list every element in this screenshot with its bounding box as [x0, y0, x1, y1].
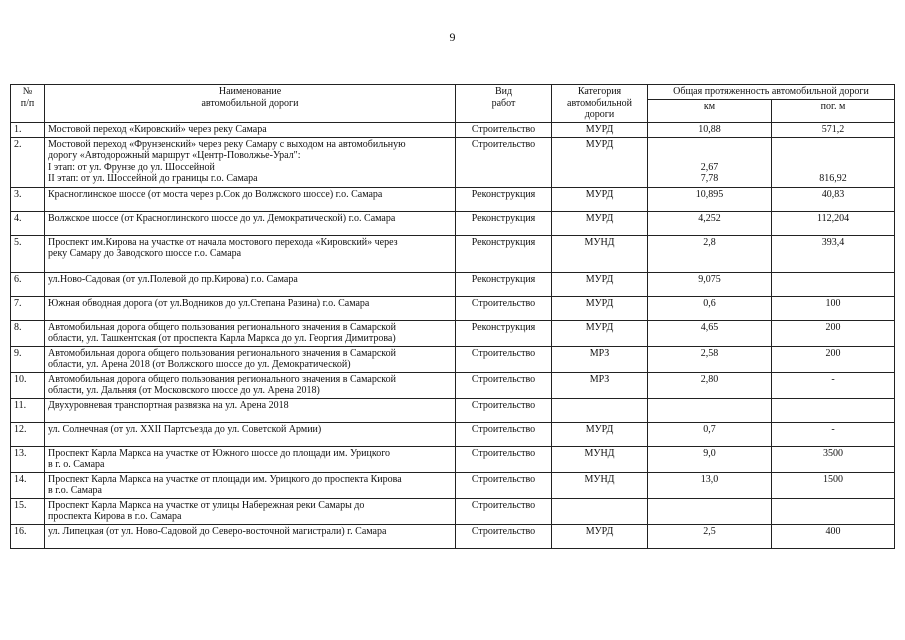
row-number: 7.	[11, 296, 45, 320]
table-row	[11, 235, 895, 272]
row-number: 12.	[11, 422, 45, 446]
length-m: 571,2	[772, 122, 895, 137]
length-m	[772, 398, 895, 422]
row-number: 2.	[11, 137, 45, 187]
length-m: 3500	[772, 446, 895, 472]
length-km	[648, 398, 772, 422]
page-number: 9	[449, 30, 456, 44]
length-m: 1500	[772, 472, 895, 498]
road-name: Двухуровневая транспортная развязка на ул. Арена 2018	[45, 398, 456, 422]
length-m: 200	[772, 320, 895, 346]
work-type: Строительство	[456, 498, 552, 524]
row-number: 10.	[11, 372, 45, 398]
road-name: ул. Солнечная (от ул. XXII Партсъезда до ул. Советской Армии)	[45, 422, 456, 446]
row-number: 8.	[11, 320, 45, 346]
length-km: 10,895	[648, 187, 772, 211]
table-row	[11, 296, 895, 320]
work-type: Строительство	[456, 472, 552, 498]
road-category: МУРД	[552, 272, 648, 296]
table-row	[11, 211, 895, 235]
road-category: МУНД	[552, 235, 648, 272]
work-type: Реконструкция	[456, 235, 552, 272]
table-row	[11, 137, 895, 187]
row-number: 16.	[11, 524, 45, 548]
length-m	[772, 272, 895, 296]
length-m: 100	[772, 296, 895, 320]
table-row	[11, 472, 895, 498]
road-name: Южная обводная дорога (от ул.Водников до ул.Степана Разина) г.о. Самара	[45, 296, 456, 320]
road-name: Автомобильная дорога общего пользования регионального значения в Самарской области, ул. Дальняя (от Московского шоссе до ул. Арена 2018)	[45, 372, 456, 398]
length-km: 2,5	[648, 524, 772, 548]
road-name: Проспект Карла Маркса на участке от площади им. Урицкого до проспекта Кирова в г.о. Самара	[45, 472, 456, 498]
length-km: 4,252	[648, 211, 772, 235]
length-m: 200	[772, 346, 895, 372]
road-category: МУРД	[552, 187, 648, 211]
row-number: 15.	[11, 498, 45, 524]
road-category: МУРД	[552, 137, 648, 187]
header-category: Категория автомобильной дороги	[552, 85, 648, 123]
work-type: Строительство	[456, 524, 552, 548]
road-category: МУРД	[552, 422, 648, 446]
row-number: 14.	[11, 472, 45, 498]
row-number: 5.	[11, 235, 45, 272]
table-row	[11, 422, 895, 446]
road-name: ул.Ново-Садовая (от ул.Полевой до пр.Кирова) г.о. Самара	[45, 272, 456, 296]
length-km: 2,80	[648, 372, 772, 398]
length-m: -	[772, 372, 895, 398]
table-row	[11, 498, 895, 524]
header-work-type: Вид работ	[456, 85, 552, 123]
table-row	[11, 446, 895, 472]
header-length: Общая протяженность автомобильной дороги	[648, 85, 895, 100]
road-name: Красноглинское шоссе (от моста через р.Сок до Волжского шоссе) г.о. Самара	[45, 187, 456, 211]
length-m	[772, 498, 895, 524]
table-row	[11, 398, 895, 422]
length-km: 9,0	[648, 446, 772, 472]
header-m: пог. м	[772, 99, 895, 122]
length-m: 112,204	[772, 211, 895, 235]
length-m: 393,4	[772, 235, 895, 272]
length-m: -	[772, 422, 895, 446]
road-category: МУРД	[552, 320, 648, 346]
length-km: 2,8	[648, 235, 772, 272]
length-m: 400	[772, 524, 895, 548]
row-number: 4.	[11, 211, 45, 235]
length-km	[648, 498, 772, 524]
road-category: МРЗ	[552, 346, 648, 372]
road-name: Проспект Карла Маркса на участке от Южного шоссе до площади им. Урицкого в г. о. Самара	[45, 446, 456, 472]
length-km: 10,88	[648, 122, 772, 137]
table-row	[11, 320, 895, 346]
row-number: 11.	[11, 398, 45, 422]
road-category: МРЗ	[552, 372, 648, 398]
table-row	[11, 524, 895, 548]
road-category	[552, 398, 648, 422]
work-type: Реконструкция	[456, 187, 552, 211]
table-row	[11, 187, 895, 211]
road-name: Мостовой переход «Фрунзенский» через реку Самару с выходом на автомобильную дорогу «Автодорожный маршрут «Центр-Поволжье-Урал": I этап: от ул. Фрунзе до ул. Шоссейной II этап: от ул. Шоссейной до границы г.о. Самара	[45, 137, 456, 187]
row-number: 1.	[11, 122, 45, 137]
road-name: Автомобильная дорога общего пользования регионального значения в Самарской области, ул. Арена 2018 (от Волжского шоссе до ул. Демократической)	[45, 346, 456, 372]
work-type: Реконструкция	[456, 211, 552, 235]
header-km: км	[648, 99, 772, 122]
roads-table	[10, 84, 895, 549]
road-name: Проспект им.Кирова на участке от начала мостового перехода «Кировский» через реку Самару до Заводского шоссе г.о. Самара	[45, 235, 456, 272]
road-category: МУРД	[552, 524, 648, 548]
length-km: 0,6	[648, 296, 772, 320]
length-km: 2,58	[648, 346, 772, 372]
table-row	[11, 122, 895, 137]
road-category: МУНД	[552, 472, 648, 498]
work-type: Строительство	[456, 346, 552, 372]
road-category: МУРД	[552, 296, 648, 320]
road-name: ул. Липецкая (от ул. Ново-Садовой до Северо-восточной магистрали) г. Самара	[45, 524, 456, 548]
road-category: МУНД	[552, 446, 648, 472]
work-type: Строительство	[456, 296, 552, 320]
work-type: Строительство	[456, 372, 552, 398]
length-km: 2,67 7,78	[648, 137, 772, 187]
road-category: МУРД	[552, 211, 648, 235]
length-km: 4,65	[648, 320, 772, 346]
road-category: МУРД	[552, 122, 648, 137]
row-number: 13.	[11, 446, 45, 472]
length-m: 40,83	[772, 187, 895, 211]
length-km: 13,0	[648, 472, 772, 498]
row-number: 6.	[11, 272, 45, 296]
length-km: 0,7	[648, 422, 772, 446]
road-name: Мостовой переход «Кировский» через реку Самара	[45, 122, 456, 137]
work-type: Строительство	[456, 422, 552, 446]
table-row	[11, 272, 895, 296]
road-name: Проспект Карла Маркса на участке от улицы Набережная реки Самары до проспекта Кирова в г.о. Самара	[45, 498, 456, 524]
header-num: № п/п	[11, 85, 45, 123]
work-type: Строительство	[456, 137, 552, 187]
road-name: Автомобильная дорога общего пользования регионального значения в Самарской области, ул. Ташкентская (от проспекта Карла Маркса до ул. Георгия Димитрова)	[45, 320, 456, 346]
road-name: Волжское шоссе (от Красноглинского шоссе до ул. Демократической) г.о. Самара	[45, 211, 456, 235]
work-type: Строительство	[456, 446, 552, 472]
row-number: 9.	[11, 346, 45, 372]
work-type: Строительство	[456, 398, 552, 422]
road-category	[552, 498, 648, 524]
header-name: Наименование автомобильной дороги	[45, 85, 456, 123]
table-row	[11, 372, 895, 398]
work-type: Строительство	[456, 122, 552, 137]
length-m: 816,92	[772, 137, 895, 187]
length-km: 9,075	[648, 272, 772, 296]
work-type: Реконструкция	[456, 272, 552, 296]
table-row	[11, 346, 895, 372]
work-type: Реконструкция	[456, 320, 552, 346]
row-number: 3.	[11, 187, 45, 211]
